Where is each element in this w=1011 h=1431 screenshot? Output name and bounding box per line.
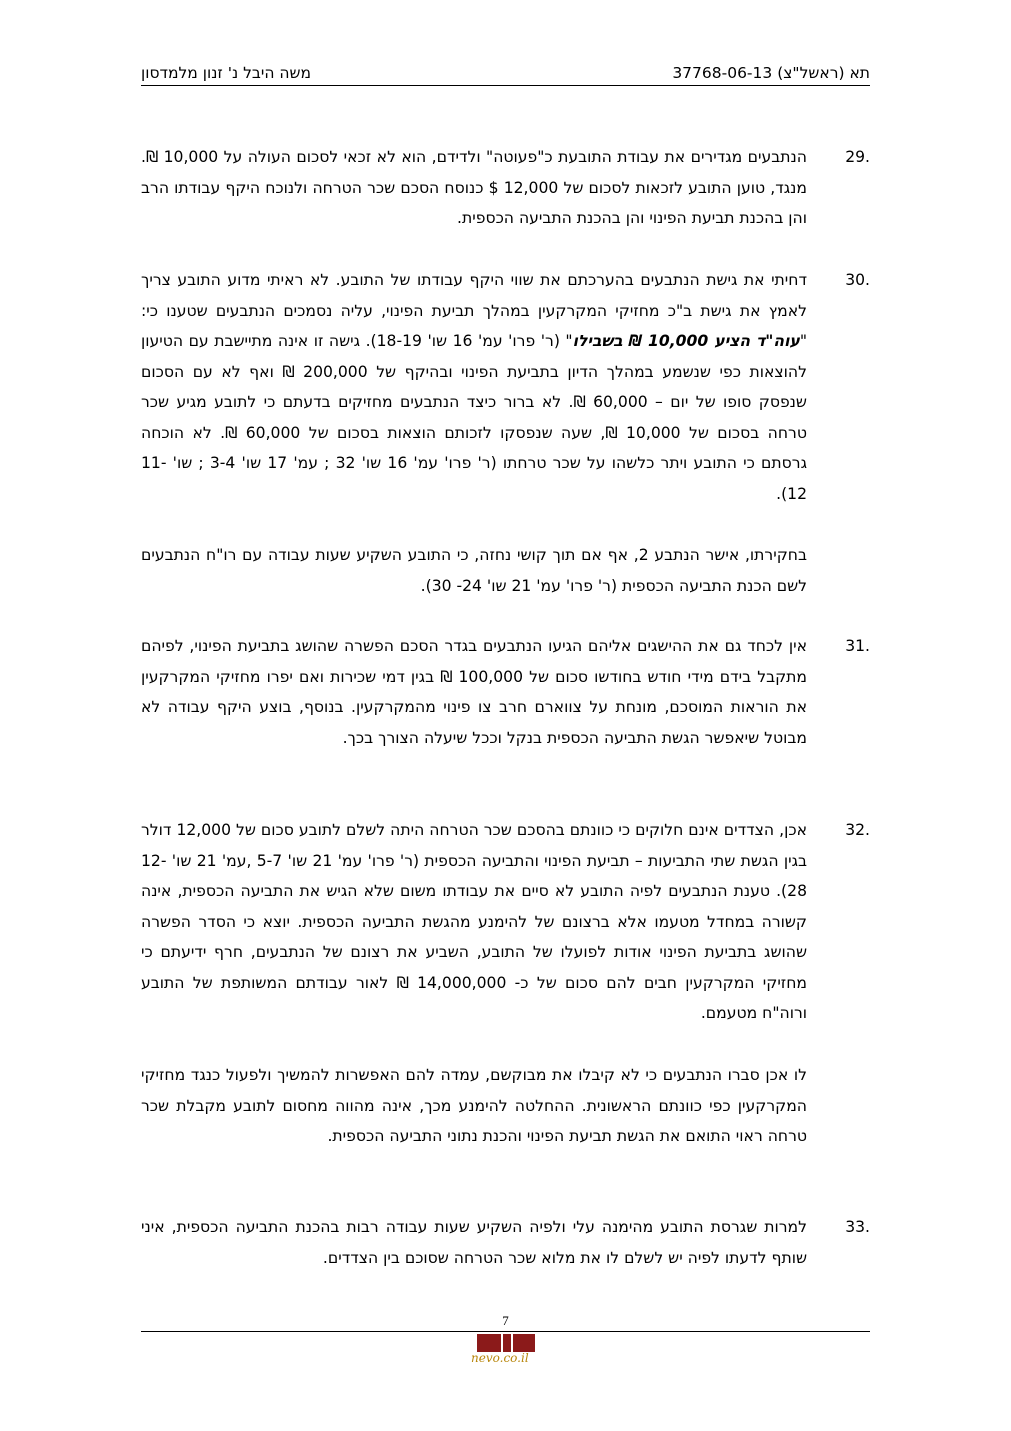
paragraph-32 — [141, 815, 870, 1029]
paragraph-number: .29 — [845, 148, 870, 166]
paragraph-33 — [141, 1212, 870, 1273]
paragraph-30 — [141, 265, 870, 509]
paragraph-number: .33 — [845, 1218, 870, 1236]
quoted-emphasis: עוה"ד הציע 10,000 ₪ בשבילו — [572, 332, 800, 350]
paragraph-number: .31 — [845, 637, 870, 655]
paragraph-text: אין לכחד גם את ההישגים אליהם הגיעו הנתבעים בגדר הסכם הפשרה שהושג בתביעת הפינוי, לפיהם מתקבל בידם מידי חודש בחודשו סכום של 100,000 ₪ בגין דמי שכירות ואם יפרו מחזיקי המקרקעין את הוראות המוסכם, מונחת על צווארם חרב צו פינוי מהמקרקעין. בנוסף, בוצע היקף עבודה לא מבוטל שיאפשר הגשת התביעה הכספית בנקל וככל שיעלה הצורך בכך. — [141, 637, 807, 747]
logo-domain: nevo.co.il — [471, 1351, 529, 1365]
paragraph-text: לו אכן סברו הנתבעים כי לא קיבלו את מבוקשם, עמדה להם האפשרות להמשיך ולפעול כנגד מחזיקי המקרקעין כפי כוונתם הראשונית. ההחלטה להימנע מכך, אינה מהווה מחסום לתובע מקבלת שכר טרחה ראוי התואם את הגשת תביעת הפינוי והכנת נתוני התביעה הכספית. — [141, 1066, 807, 1145]
case-title: משה היבל נ' זנון מלמדסון — [141, 64, 312, 82]
nevo-logo — [467, 1334, 559, 1364]
footer-divider — [141, 1331, 870, 1332]
paragraph-text-part: " (ר' פרו' עמ' 16 שו' 18-19). גישה זו אינה מתיישבת עם הטיעון להוצאות כפי שנשמע במהלך הדיון בתביעת הפינוי ובהיקף של 200,000 ₪ ואף לא עם הסכום שנפסק סופו של יום – 60,000 ₪. לא ברור כיצד הנתבעים מחזיקים בדעתם כי לתובע מגיע שכר טרחה בסכום של 10,000 ₪, שעה שנפסקו לזכותם הוצאות בסכום של 60,000 ₪. לא הוכחה גרסתם כי התובע ויתר כלשהו על שכר טרחתו (ר' פרו' עמ' 16 שו' 32 ; עמ' 17 שו' 3-4 ; שו' 11-12). — [141, 332, 807, 503]
paragraph-29 — [141, 142, 870, 234]
paragraph-text — [141, 265, 807, 509]
page-number: 7 — [502, 1313, 509, 1328]
paragraph-number: .30 — [845, 271, 870, 289]
paragraph-32-continuation — [141, 1060, 870, 1152]
paragraph-text-part: דחיתי את גישת הנתבעים בהערכתם את שווי היקף עבודתו של התובע. לא ראיתי מדוע התובע צריך לאמץ את גישת ב"כ מחזיקי המקרקעין במהלך תביעת הפינוי, עליה נסמכים הנתבעים שטענו כי: " — [141, 271, 808, 350]
paragraph-31 — [141, 631, 870, 753]
paragraph-text: בחקירתו, אישר הנתבע 2, אף אם תוך קושי נחזה, כי התובע השקיע שעות עבודה עם רו"ח הנתבעים לשם הכנת התביעה הכספית (ר' פרו' עמ' 21 שו' 24- 30). — [141, 546, 807, 595]
paragraph-30-continuation — [141, 540, 870, 601]
case-number: תא (ראשל"צ) 37768-06-13 — [672, 64, 870, 82]
paragraph-text: אכן, הצדדים אינם חלוקים כי כוונתם בהסכם שכר הטרחה היתה לשלם לתובע סכום של 12,000 דולר בגין הגשת שתי התביעות – תביעת הפינוי והתביעה הכספית (ר' פרו' עמ' 21 שו' 5-7 ,עמ' 21 שו' 12-28). טענת הנתבעים לפיה התובע לא סיים את עבודתו משום שלא הגיש את התביעה הכספית, אינה קשורה במחדל מטעמו אלא ברצונם של להימנע מהגשת התביעה הכספית. יוצא כי הסדר הפשרה שהושג בתביעת הפינוי אודות לפועלו של התובע, השביע את רצונם של הנתבעים, חרף ידיעתם כי מחזיקי המקרקעין חבים להם סכום של כ- 14,000,000 ₪ לאור עבודתם המשותפת של התובע ורוה"ח מטעמם. — [141, 821, 808, 1022]
paragraph-number: .32 — [845, 821, 870, 839]
paragraph-text: למרות שגרסת התובע מהימנה עלי ולפיה השקיע שעות עבודה רבות בהכנת התביעה הכספית, איני שותף לדעתו לפיה יש לשלם לו את מלוא שכר הטרחה שסוכם בין הצדדים. — [141, 1218, 807, 1267]
header-divider — [141, 85, 870, 86]
paragraph-text: הנתבעים מגדירים את עבודת התובעת כ"פעוטה" ולדידם, הוא לא זכאי לסכום העולה על 10,000 ₪. מנגד, טוען התובע לזכאות לסכום של 12,000 $ כנוסח הסכם שכר הטרחה ולנוכח היקף עבודתו הרב והן בהכנת תביעת הפינוי והן בהכנת התביעה הכספית. — [141, 148, 808, 227]
